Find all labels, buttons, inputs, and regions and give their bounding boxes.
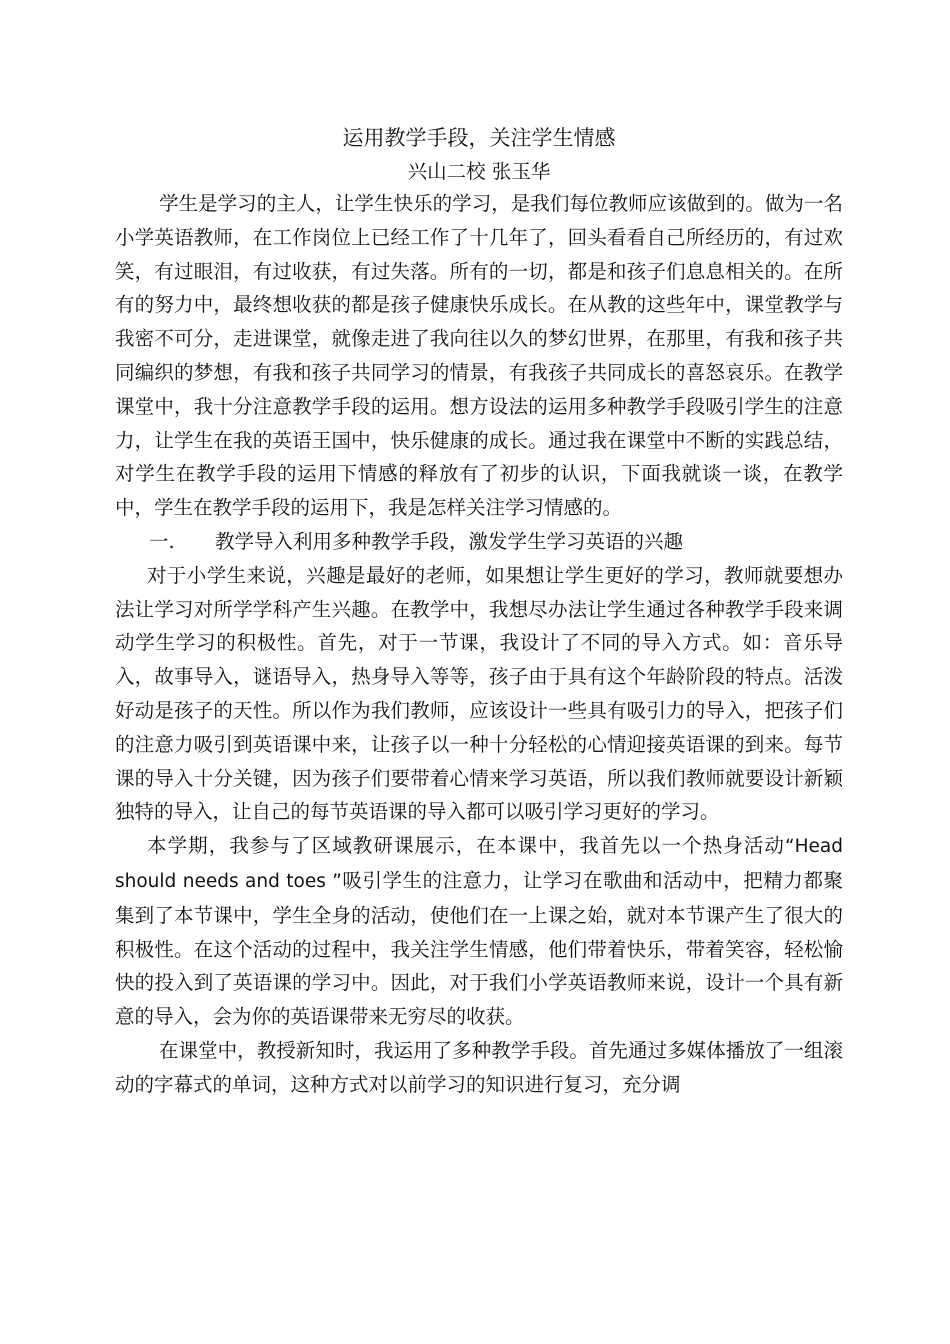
author-byline: 兴山二校 张玉华 <box>407 160 551 183</box>
paragraph-new-knowledge: 在课堂中，教授新知时，我运用了多种教学手段。首先通过多媒体播放了一组滚动的字幕式的单词，这种方式对以前学习的知识进行复习，充分调 <box>115 1038 843 1096</box>
song-title-quote: “Head should needs and toes ” <box>115 836 843 892</box>
document-title: 运用教学手段，关注学生情感 <box>342 126 616 150</box>
section-heading-1 <box>115 525 843 559</box>
paragraph-example-part-b: 吸引学生的注意力，让学习在歌曲和活动中，把精力都聚集到了本节课中，学生全身的活动，使他们在一上课之始，就对本节课产生了很大的积极性。在这个活动的过程中，我关注学生情感，他们带着快乐，带着笑容，轻松愉快的投入到了英语课的学习中。因此，对于我们小学英语教师来说，设计一个具有新意的导入，会为你的英语课带来无穷尽的收获。 <box>115 868 843 1029</box>
document-body <box>115 120 843 1102</box>
paragraph-example-part-a: 本学期，我参与了区域教研课展示，在本课中，我首先以一个热身活动 <box>147 834 786 858</box>
paragraph-interest: 对于小学生来说，兴趣是最好的老师，如果想让学生更好的学习，教师就要想办法让学习对所学学科产生兴趣。在教学中，我想尽办法让学生通过各种教学手段来调动学生学习的积极性。首先，对于一节课，我设计了不同的导入方式。如：音乐导入，故事导入，谜语导入，热身导入等等，孩子由于具有这个年龄阶段的特点。活泼好动是孩子的天性。所以作为我们教师，应该设计一些具有吸引力的导入，把孩子们的注意力吸引到英语课中来，让孩子以一种十分轻松的心情迎接英语课的到来。每节课的导入十分关键，因为孩子们要带着心情来学习英语，所以我们教师就要设计新颖独特的导入，让自己的每节英语课的导入都可以吸引学习更好的学习。 <box>115 563 843 824</box>
section-heading-text: 教学导入利用多种教学手段，激发学生学习英语的兴趣 <box>215 529 684 553</box>
section-number: 一. <box>149 529 175 553</box>
paragraph-example <box>115 829 843 1034</box>
paragraph-intro: 学生是学习的主人，让学生快乐的学习，是我们每位教师应该做到的。做为一名小学英语教师，在工作岗位上已经工作了十几年了，回头看看自己所经历的，有过欢笑，有过眼泪，有过收获，有过失落。所有的一切，都是和孩子们息息相关的。在所有的努力中，最终想收获的都是孩子健康快乐成长。在从教的这些年中，课堂教学与我密不可分，走进课堂，就像走进了我向往以久的梦幻世界，在那里，有我和孩子共同编织的梦想，有我和孩子共同学习的情景，有我孩子共同成长的喜怒哀乐。在教学课堂中，我十分注意教学手段的运用。想方设法的运用多种教学手段吸引学生的注意力，让学生在我的英语王国中，快乐健康的成长。通过我在课堂中不断的实践总结，对学生在教学手段的运用下情感的释放有了初步的认识，下面我就谈一谈，在教学中，学生在教学手段的运用下，我是怎样关注学习情感的。 <box>115 192 843 520</box>
